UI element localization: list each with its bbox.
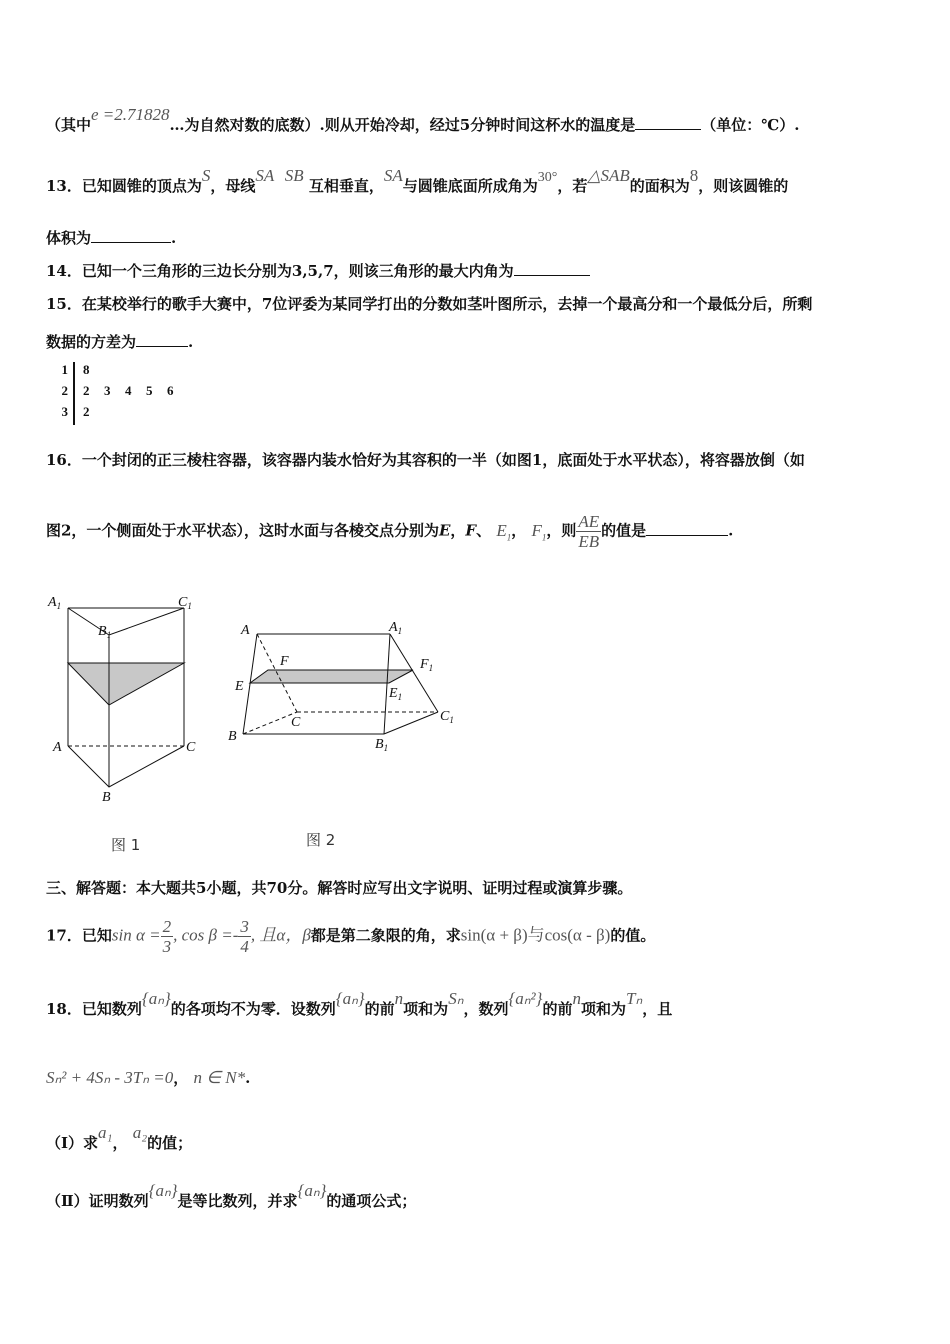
q13-triangle: △SAB <box>587 166 630 185</box>
q14-line <box>46 260 590 281</box>
q18-text: 的值； <box>147 1134 193 1152</box>
q13-S: S <box>201 166 211 185</box>
q18-seq-an: {aₙ} <box>335 989 365 1008</box>
q13-line2 <box>46 227 176 248</box>
q15-line2 <box>46 331 193 352</box>
q18-n: n <box>394 989 404 1008</box>
q17-sin-alpha: sin α = <box>111 925 161 945</box>
q18-text: 是等比数列，并求 <box>177 1192 298 1210</box>
stem-leaf-row <box>52 383 188 404</box>
label-A: A <box>53 740 62 755</box>
q15-text: 15．在某校举行的歌手大赛中，7位评委为某同学打出的分数如茎叶图所示，去掉一个最高分和一个最低分后，所剩 <box>46 295 813 313</box>
q18-line2: Sₙ² + 4Sₙ - 3Tₙ =0， n ∈ N*. <box>46 1068 251 1087</box>
stem-leaf-row <box>52 362 188 383</box>
q12-answer-blank[interactable] <box>635 115 701 130</box>
q18-seq-an: {aₙ} <box>141 989 171 1008</box>
q16-end: . <box>728 521 734 540</box>
stem-leaf-plot <box>52 362 188 425</box>
q18-seq-an: {aₙ} <box>297 1181 327 1200</box>
q18-line1 <box>46 989 673 1019</box>
q12-unit: （单位：℃）. <box>701 116 800 134</box>
q15-text: 数据的方差为 <box>46 333 137 351</box>
q18-text: ，且 <box>642 1000 673 1018</box>
q13-line1 <box>46 166 789 196</box>
q18-seq-an-squared: {aₙ²} <box>508 989 543 1008</box>
q18-text: 项和为 <box>403 1000 449 1018</box>
leaf: 5 <box>146 383 153 398</box>
q13-text: ，则该圆锥的 <box>698 177 789 195</box>
q18-text: 项和为 <box>580 1000 626 1018</box>
q13-text: ，若 <box>557 177 588 195</box>
q18-n-domain: n ∈ N* <box>193 1068 246 1087</box>
q16-fraction: $\frac{AE}{EB}$ <box>578 512 600 551</box>
q18-a1: a₁ <box>98 1123 113 1142</box>
label-B1: $B_1$ <box>375 737 389 753</box>
q18-text: 的前 <box>542 1000 573 1018</box>
q18-text: （Ⅰ）求 <box>46 1134 99 1152</box>
q17-text: 都是第二象限的角，求 <box>310 926 461 945</box>
q12-prefix: （其中 <box>46 116 92 134</box>
section-3-text: 三、解答题：本大题共5小题，共70分。解答时应写出文字说明、证明过程或演算步骤。 <box>46 879 633 897</box>
q17-text: 已知 <box>81 926 112 945</box>
q18-Tn: Tₙ <box>625 989 643 1008</box>
q13-SA: SA <box>383 166 403 185</box>
q17-fraction-2: $\frac{3}{4}$ <box>240 917 249 956</box>
leaf: 6 <box>167 383 174 398</box>
q13-text: 体积为 <box>46 229 92 247</box>
q18-seq-an: {aₙ} <box>148 1181 178 1200</box>
q17-line <box>46 917 655 956</box>
q18-n: n <box>572 989 581 1008</box>
q14-answer-blank[interactable] <box>514 261 590 276</box>
figure-1 <box>40 585 220 814</box>
q17-fraction-1: $\frac{2}{3}$ <box>162 917 172 956</box>
q17-number: 17． <box>46 926 82 945</box>
q16-text: 16．一个封闭的正三棱柱容器，该容器内装水恰好为其容积的一半（如图1，底面处于水平状态），将容器放倒（如 <box>46 451 805 469</box>
q16-text: ，则 <box>546 521 577 540</box>
section-3-heading <box>46 877 632 898</box>
q18-text: 的通项公式； <box>326 1192 417 1210</box>
q18-text: 的各项均不为零．设数列 <box>170 1000 336 1018</box>
q16-answer-blank[interactable] <box>646 521 728 536</box>
label-E: E <box>235 679 244 694</box>
label-C: C <box>291 715 301 730</box>
e-constant: e =2.71828 <box>91 105 170 124</box>
q18-text: （Ⅱ）证明数列 <box>46 1192 149 1210</box>
q18-text: ，数列 <box>463 1000 509 1018</box>
label-C: C <box>186 740 196 755</box>
q16-line2: 图2，一个侧面处于水平状态），这时水面与各棱交点分别为E，F、 $E_1$， $F_1$，则 $\frac{AE}{EB}$ 的值是 . <box>46 512 734 551</box>
q16-line1 <box>46 449 805 470</box>
q15-end: . <box>188 333 194 351</box>
q13-text: ，母线 <box>210 177 256 195</box>
q16-F: F <box>465 521 477 540</box>
leaf: 4 <box>125 383 132 398</box>
q18-equation: Sₙ² + 4Sₙ - 3Tₙ =0 <box>46 1068 174 1087</box>
q13-angle: 30° <box>537 170 558 185</box>
q13-text: 互相垂直， <box>308 177 384 195</box>
stem: 3 <box>61 404 68 419</box>
q16-E1: $E_1$ <box>496 520 512 542</box>
leaf: 3 <box>104 383 111 398</box>
label-A1: $A_1$ <box>48 595 62 611</box>
leaves <box>83 362 104 383</box>
q13-end: . <box>171 229 177 247</box>
q12-tail-line <box>46 105 800 135</box>
label-A1: $A_1$ <box>389 620 403 636</box>
stem: 1 <box>61 362 68 377</box>
figure-2-caption: 图 2 <box>306 831 336 849</box>
leaves <box>83 404 104 425</box>
q18-part1: （Ⅰ）求a₁， a₂的值； <box>46 1123 193 1152</box>
label-B1: $B_1$ <box>98 624 112 640</box>
q13-SB: SB <box>284 166 304 185</box>
leaf: 2 <box>83 383 90 398</box>
q15-line1 <box>46 293 812 314</box>
q13-text: 与圆锥底面所成角为 <box>402 177 538 195</box>
q13-answer-blank[interactable] <box>91 228 171 243</box>
q13-area: 8 <box>689 166 699 185</box>
q16-text: 图2，一个侧面处于水平状态），这时水面与各棱交点分别为 <box>46 521 439 540</box>
q18-number: 18． <box>46 1000 82 1018</box>
q13-number: 13． <box>46 177 82 195</box>
q16-F1: $F_1$ <box>531 520 547 542</box>
q17-text: 的值。 <box>610 926 656 945</box>
label-A: A <box>241 623 250 638</box>
stem-leaf-row <box>52 404 188 425</box>
leaf: 2 <box>83 404 90 419</box>
q14-text: 14．已知一个三角形的三边长分别为3,5,7，则该三角形的最大内角为 <box>46 262 514 280</box>
q13-SA: SA <box>255 166 275 185</box>
label-C1: $C_1$ <box>440 709 454 725</box>
leaf: 8 <box>83 362 90 377</box>
q18-text: 的前 <box>364 1000 395 1018</box>
q17-condition: , 且α，β <box>250 925 311 945</box>
q13-text: 的面积为 <box>629 177 690 195</box>
q15-answer-blank[interactable] <box>136 332 188 347</box>
leaves <box>83 383 188 404</box>
label-F1: $F_1$ <box>420 657 434 673</box>
q17-expression: sin(α + β)与cos(α - β) <box>460 925 611 945</box>
label-C1: $C_1$ <box>178 595 192 611</box>
q18-a2: a₂ <box>132 1123 148 1142</box>
q18-Sn: Sₙ <box>448 989 464 1008</box>
q16-text: 的值是 <box>601 521 647 540</box>
q12-mid: …为自然对数的底数）.则从开始冷却，经过5分钟时间这杯水的温度是 <box>169 116 636 134</box>
q18-part2 <box>46 1181 417 1211</box>
q16-E: E <box>438 521 451 540</box>
figure-2 <box>225 612 470 761</box>
label-F: F <box>280 654 289 669</box>
q18-text: 已知数列 <box>81 1000 142 1018</box>
q17-cos-beta: , cos β =- <box>173 925 239 945</box>
q13-text: 已知圆锥的顶点为 <box>81 177 202 195</box>
label-E1: $E_1$ <box>389 686 403 702</box>
label-B: B <box>102 790 111 805</box>
stem: 2 <box>61 383 68 398</box>
figure-1-caption: 图 1 <box>111 836 141 854</box>
label-B: B <box>228 729 237 744</box>
